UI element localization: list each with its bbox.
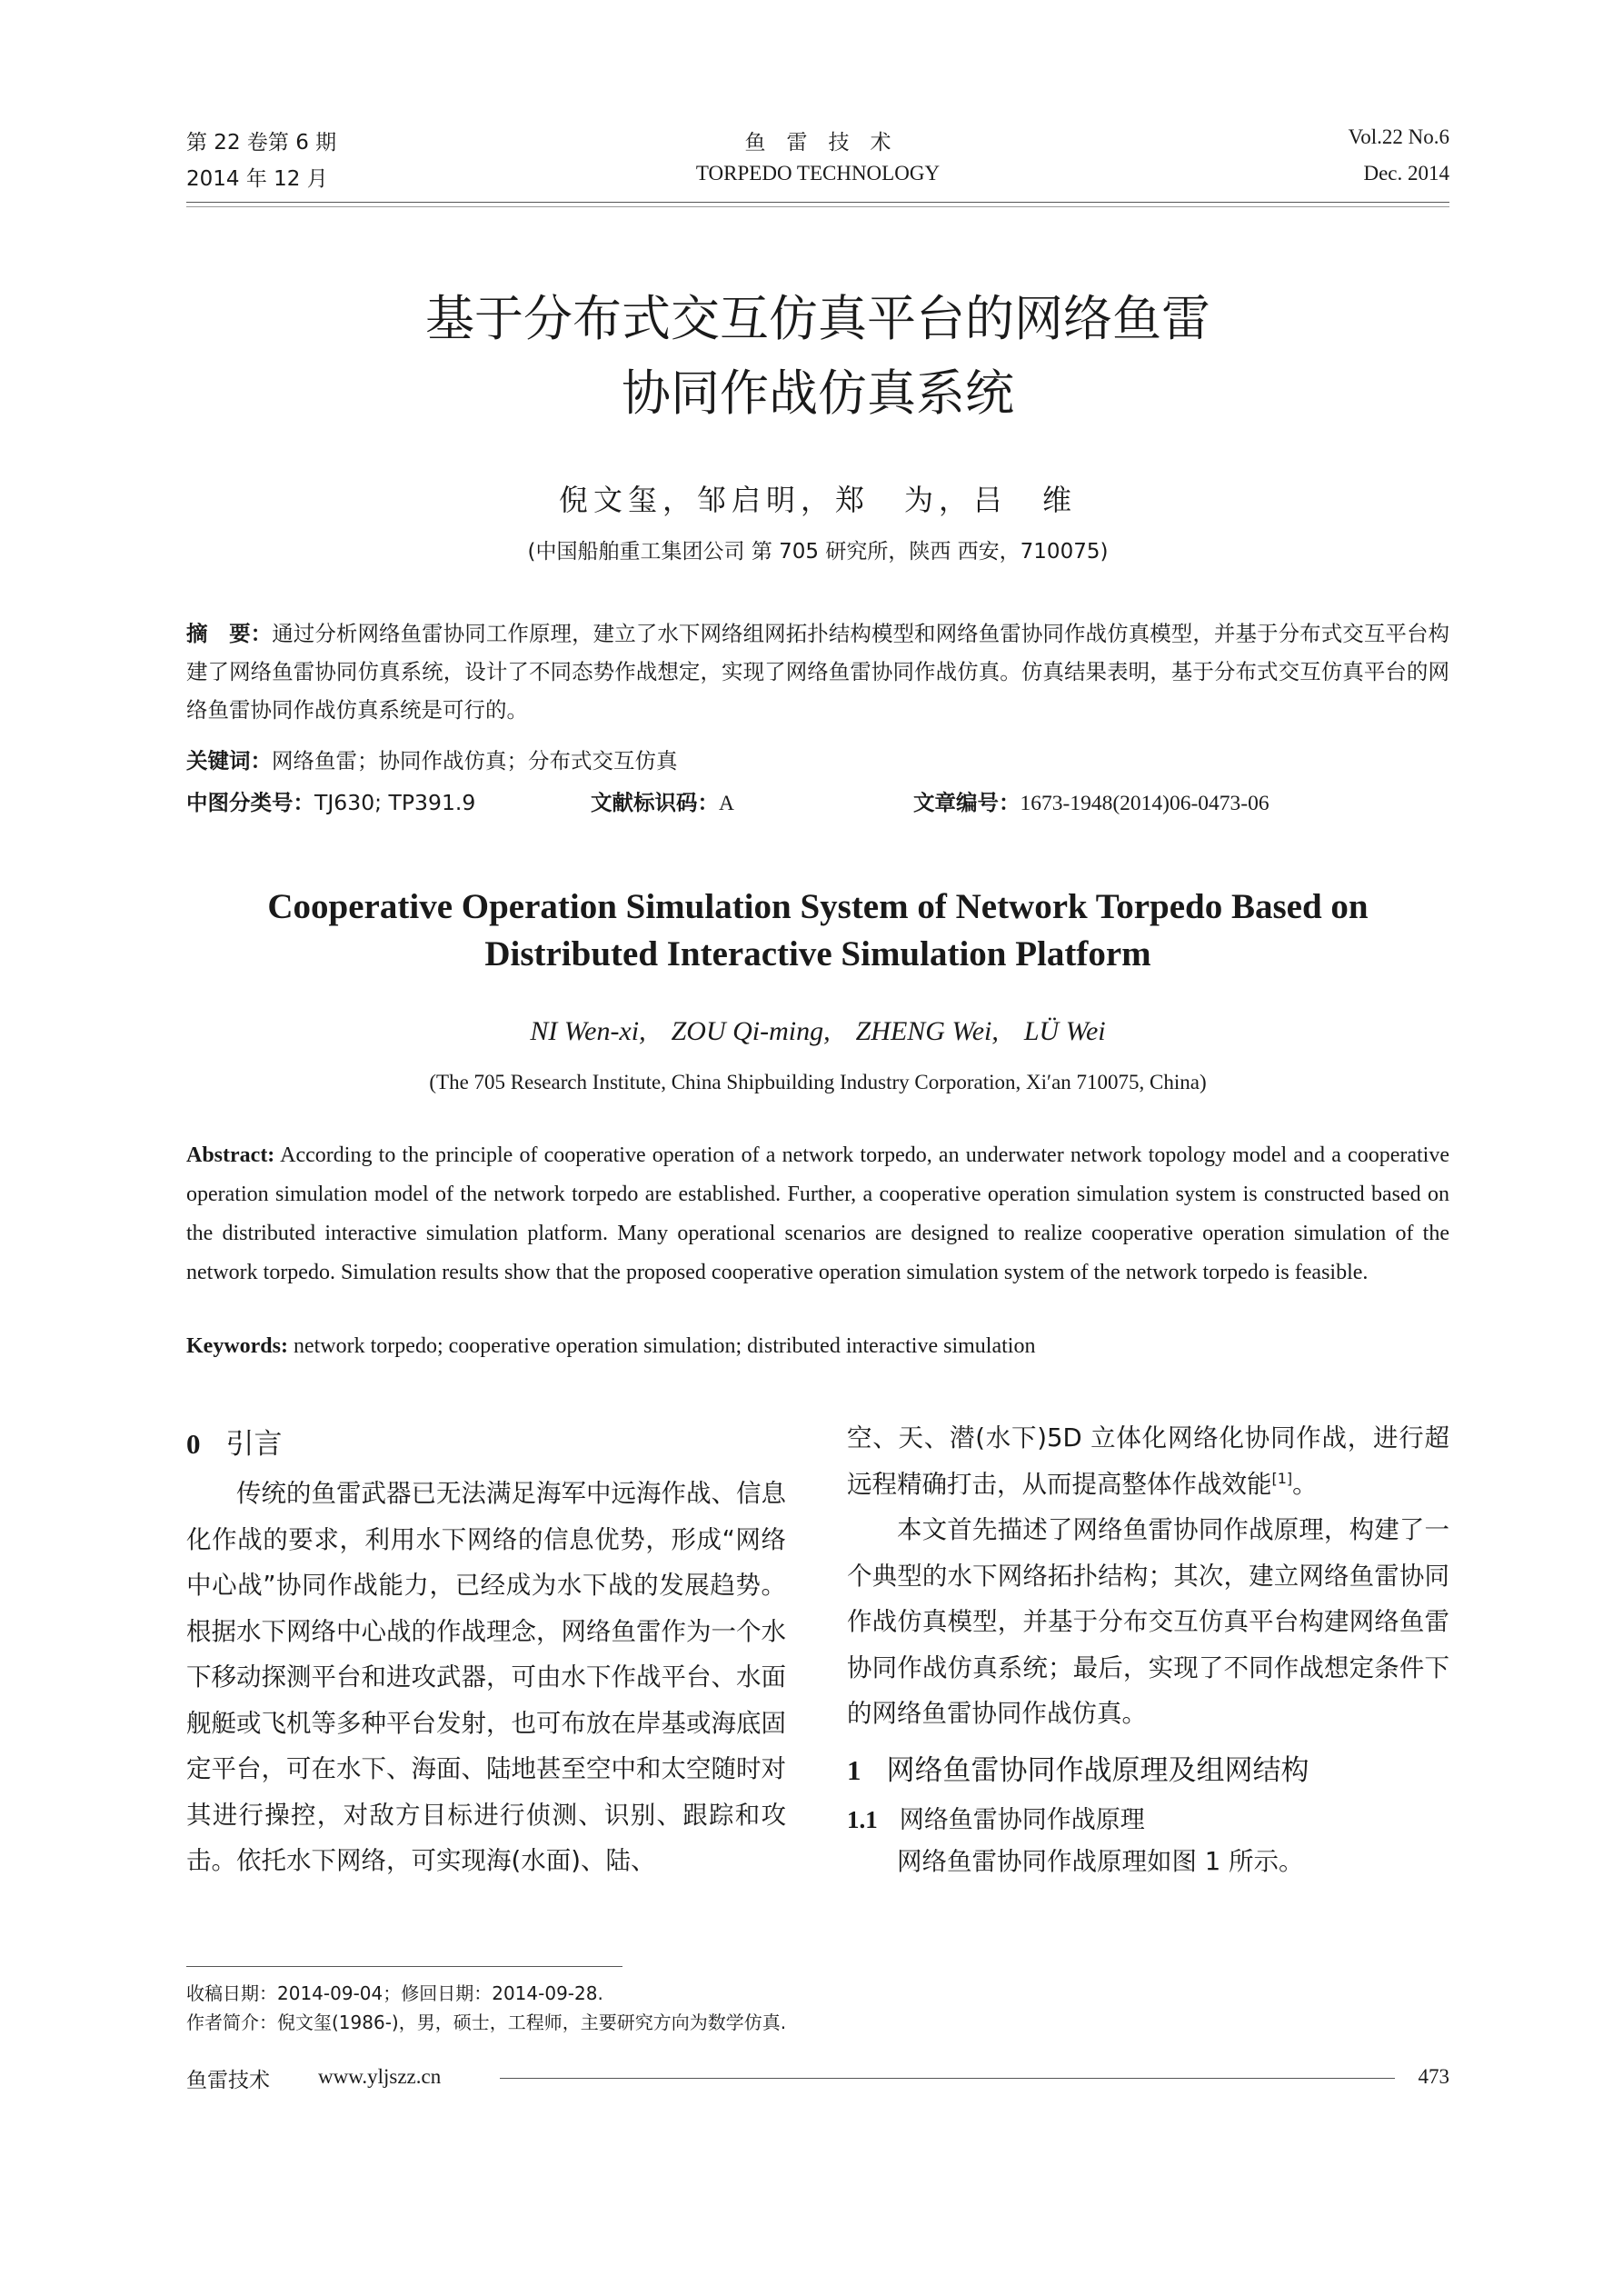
paragraph-end: 。 (1292, 1469, 1318, 1499)
keywords-text-cn: 网络鱼雷；协同作战仿真；分布式交互仿真 (272, 748, 678, 774)
author-en: ZHENG Wei, (855, 1016, 999, 1046)
journal-name-cn: 鱼 雷 技 术 (744, 131, 891, 155)
keywords-label-en: Keywords: (186, 1334, 288, 1358)
article-no-value: 1673-1948(2014)06-0473-06 (1020, 792, 1270, 815)
author-en: LÜ Wei (1023, 1016, 1106, 1046)
author-en: ZOU Qi-ming, (671, 1016, 831, 1046)
paragraph: 本文首先描述了网络鱼雷协同作战原理，构建了一个典型的水下网络拓扑结构；其次，建立网络鱼雷协同作战仿真模型，并基于分布交互仿真平台构建网络鱼雷协同作战仿真系统；最后，实现了不同作战想定条件下的网络鱼雷协同作战仿真。 (847, 1515, 1449, 1728)
volume-issue: 第 22 卷第 6 期 (186, 131, 337, 155)
authors-en (186, 1016, 1449, 1047)
abstract-text-cn: 通过分析网络鱼雷协同工作原理，建立了水下网络组网拓扑结构模型和网络鱼雷协同作战仿真模型，并基于分布式交互平台构建了网络鱼雷协同仿真系统，设计了不同态势作战想定，实现了网络鱼雷协同作战仿真。仿真结果表明，基于分布式交互仿真平台的网络鱼雷协同作战仿真系统是可行的。 (186, 621, 1450, 723)
paragraph-text: 空、天、潜(水下)5D 立体化网络化协同作战，进行超远程精确打击，从而提高整体作战效能 (847, 1423, 1449, 1499)
journal-name-en: TORPEDO TECHNOLOGY (695, 162, 941, 185)
subsection-title: 网络鱼雷协同作战原理 (899, 1805, 1145, 1834)
body-left-column (186, 1418, 786, 1884)
author-bio: 作者简介：倪文玺(1986-)，男，硕士，工程师，主要研究方向为数学仿真. (186, 2011, 787, 2033)
keywords-en (186, 1334, 1449, 1359)
paper-title-cn (186, 282, 1449, 431)
issue-date: 2014 年 12 月 (186, 167, 328, 191)
section-heading-0 (186, 1418, 786, 1471)
section-number: 1 (847, 1753, 861, 1786)
section-title: 引言 (225, 1428, 283, 1461)
clc-number (186, 785, 475, 816)
title-line-1: 基于分布式交互仿真平台的网络鱼雷 (425, 290, 1210, 347)
classification-line (186, 785, 1449, 816)
doc-code-label: 文献标识码： (591, 790, 719, 815)
abstract-en (186, 1136, 1449, 1293)
section-number: 0 (186, 1428, 201, 1460)
keywords-text-en: network torpedo; cooperative operation simulation; distributed interactive simulation (287, 1334, 1036, 1358)
page-footer (186, 2063, 1449, 2100)
document-code (591, 785, 734, 816)
footnote-rule (186, 1966, 622, 1967)
paragraph: 网络鱼雷协同作战原理如图 1 所示。 (897, 1846, 1304, 1876)
affiliation-cn: (中国船舶重工集团公司 第 705 研究所，陕西 西安，710075) (527, 540, 1109, 564)
page-number: 473 (1418, 2065, 1449, 2088)
citation: [1] (1271, 1469, 1293, 1487)
title-line-2: 协同作战仿真系统 (622, 364, 1014, 422)
subsection-number: 1.1 (847, 1805, 878, 1833)
abstract-cn (186, 614, 1449, 729)
keywords-label-cn: 关键词： (186, 748, 272, 774)
footer-rule (500, 2078, 1395, 2079)
paragraph-continued (847, 1415, 1449, 1507)
footnotes (186, 1979, 1449, 2037)
paragraph: 传统的鱼雷武器已无法满足海军中远海作战、信息化作战的要求，利用水下网络的信息优势，形成“网络中心战”协同作战能力，已经成为水下战的发展趋势。根据水下网络中心战的作战理念，网络鱼雷作为一个水下移动探测平台和进攻武器，可由水下作战平台、水面舰艇或飞机等多种平台发射，也可布放在岸基或海底固定平台，可在水下、海面、陆地甚至空中和太空随时对其进行操控，对敌方目标进行侦测、识别、跟踪和攻击。依托水下网络，可实现海(水面)、陆、 (186, 1479, 786, 1875)
article-number (913, 785, 1270, 816)
title-en-line-2: Distributed Interactive Simulation Platform (484, 934, 1151, 973)
subsection-heading-1-1 (847, 1797, 1449, 1842)
body-right-column (847, 1418, 1449, 1881)
clc-label: 中图分类号： (186, 790, 314, 815)
footer-journal: 鱼雷技术 (186, 2069, 270, 2092)
section-title: 网络鱼雷协同作战原理及组网结构 (886, 1753, 1309, 1787)
title-en-line-1: Cooperative Operation Simulation System of Network Torpedo Based on (267, 887, 1369, 926)
keywords-cn (186, 744, 1449, 774)
authors-cn: 倪文玺，邹启明，郑 为，吕 维 (558, 483, 1077, 517)
section-heading-1 (847, 1744, 1449, 1797)
running-header (186, 125, 1449, 198)
header-rule-thin (186, 206, 1449, 207)
abstract-label-en: Abstract: (186, 1143, 275, 1167)
author-en: NI Wen-xi, (530, 1016, 646, 1046)
doc-code-value: A (719, 792, 734, 815)
abstract-label-cn: 摘 要： (186, 621, 273, 646)
article-no-label: 文章编号： (913, 790, 1021, 815)
received-date: 收稿日期：2014-09-04；修回日期：2014-09-28. (186, 1982, 603, 2004)
abstract-text-en: According to the principle of cooperative operation of a network torpedo, an underwater network topology model and a cooperative operation simulation model of the network torpedo are established. Further, a cooperative operation simulation system is constructed based on the distributed interactive simulation platform. Many operational scenarios are designed to realize cooperative operation simulation of the network torpedo. Simulation results show that the proposed cooperative operation simulation system of the network torpedo is feasible. (186, 1143, 1449, 1284)
issue-date-en: Dec. 2014 (1363, 162, 1449, 185)
header-rule (186, 202, 1449, 203)
footer-url: www.yljszz.cn (318, 2065, 442, 2088)
paper-title-en (186, 883, 1449, 978)
clc-value: TJ630; TP391.9 (314, 790, 476, 815)
affiliation-en: (The 705 Research Institute, China Shipbuilding Industry Corporation, Xi′an 710075, China) (429, 1071, 1207, 1093)
volume-issue-en: Vol.22 No.6 (1348, 125, 1449, 148)
